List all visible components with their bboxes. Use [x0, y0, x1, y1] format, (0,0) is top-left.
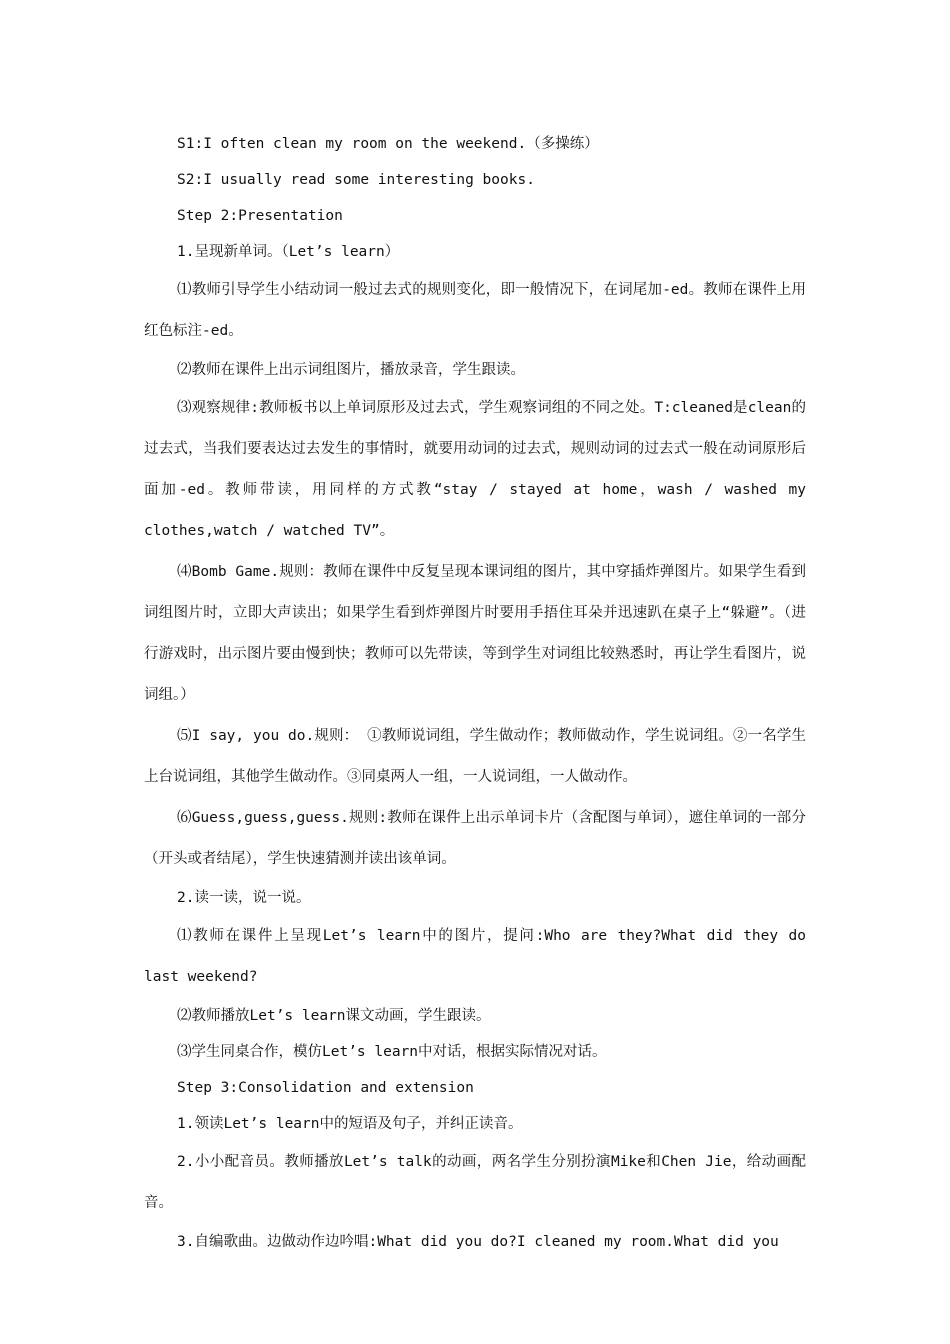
paragraph-consolidation-3: 3.自编歌曲。边做动作边吟唱:What did you do?I cleaned my room.What did you: [177, 1234, 779, 1250]
paragraph-item-4: ⑷Bomb Game.规则：教师在课件中反复呈现本课词组的图片，其中穿插炸弹图片。如果学生看到词组图片时，立即大声读出；如果学生看到炸弹图片时要用手捂住耳朵并迅速趴在桌子上“躲避”。（进行游戏时，出示图片要由慢到快；教师可以先带读，等到学生对词组比较熟悉时，再让学生看图片，说词组。）: [144, 564, 806, 703]
paragraph-item-5: ⑸I say, you do.规则： ①教师说词组，学生做动作；教师做动作，学生说词组。②一名学生上台说词组，其他学生做动作。③同桌两人一组，一人说词组，一人做动作。: [144, 728, 806, 785]
heading-step-3: Step 3:Consolidation and extension: [177, 1080, 474, 1096]
document-body: [144, 126, 806, 1260]
paragraph-consolidation-2: 2.小小配音员。教师播放Let’s talk的动画，两名学生分别扮演Mike和Chen Jie，给动画配音。: [144, 1154, 806, 1211]
paragraph-item-3: ⑶观察规律:教师板书以上单词原形及过去式，学生观察词组的不同之处。T:cleaned是clean的过去式，当我们要表达过去发生的事情时，就要用动词的过去式，规则动词的过去式一般在动词原形后面加-ed。教师带读，用同样的方式教“stay / stayed at home，wash / washed my clothes,watch / watched TV”。: [144, 400, 806, 539]
paragraph-s1: S1:I often clean my room on the weekend.（多操练）: [177, 136, 599, 152]
paragraph-consolidation-1: 1.领读Let’s learn中的短语及句子，并纠正读音。: [177, 1116, 523, 1132]
paragraph-new-words: 1.呈现新单词。（Let’s learn）: [177, 244, 400, 260]
paragraph-read-item-2: ⑵教师播放Let’s learn课文动画，学生跟读。: [177, 1008, 491, 1024]
paragraph-item-2: ⑵教师在课件上出示词组图片，播放录音，学生跟读。: [177, 362, 525, 378]
paragraph-s2: S2:I usually read some interesting books.: [177, 172, 535, 188]
paragraph-read-item-3: ⑶学生同桌合作，模仿Let’s learn中对话，根据实际情况对话。: [177, 1044, 607, 1060]
paragraph-item-1: ⑴教师引导学生小结动词一般过去式的规则变化，即一般情况下，在词尾加-ed。教师在课件上用红色标注-ed。: [144, 282, 806, 339]
paragraph-read-item-1: ⑴教师在课件上呈现Let’s learn中的图片，提问:Who are they?What did they do last weekend?: [144, 928, 806, 985]
paragraph-item-6: ⑹Guess,guess,guess.规则:教师在课件上出示单词卡片（含配图与单词），遮住单词的一部分（开头或者结尾），学生快速猜测并读出该单词。: [144, 810, 806, 867]
heading-step-2: Step 2:Presentation: [177, 208, 343, 224]
paragraph-read-say: 2.读一读，说一说。: [177, 890, 311, 906]
